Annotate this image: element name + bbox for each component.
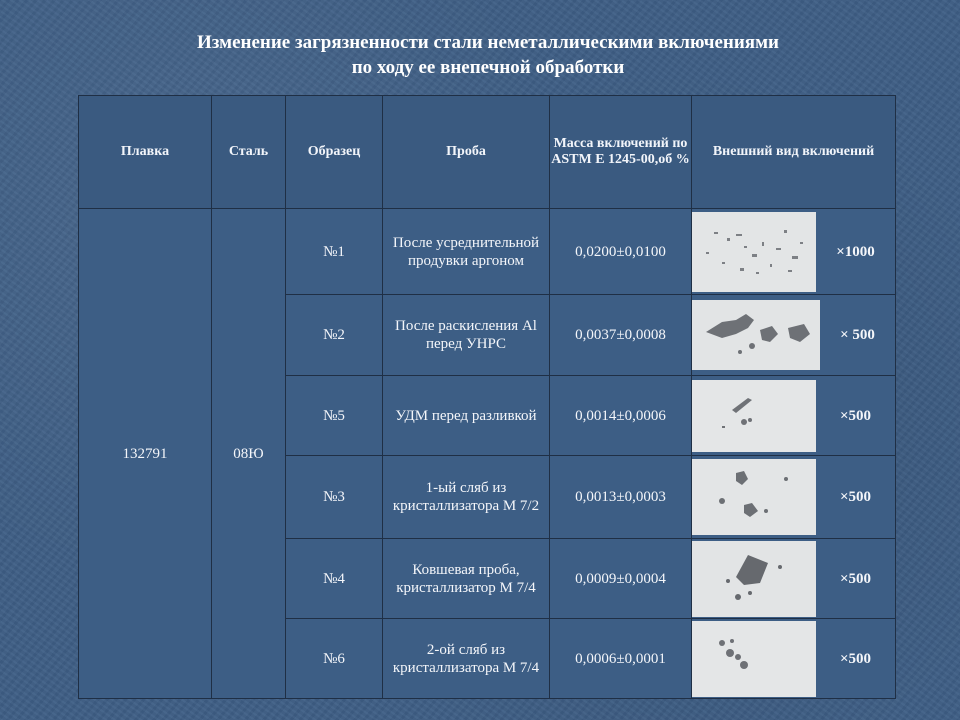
- sample-cell: №6: [286, 619, 383, 699]
- micrograph-small-globules-icon: [692, 621, 816, 697]
- probe-cell: После усреднительной продувки аргоном: [383, 209, 550, 295]
- mass-cell: 0,0009±0,0004: [550, 539, 692, 619]
- mass-cell: 0,0006±0,0001: [550, 619, 692, 699]
- magnification-label: ×500: [839, 407, 872, 424]
- header-view: Внешний вид включений: [692, 96, 896, 209]
- header-row: [79, 96, 896, 209]
- micrograph-angular-icon: [692, 541, 816, 617]
- slide-title-line1: Изменение загрязненности стали неметаллическими включениями: [197, 32, 779, 53]
- mass-cell: 0,0200±0,0100: [550, 209, 692, 295]
- probe-cell: Ковшевая проба, кристаллизатор М 7/4: [383, 539, 550, 619]
- micrograph-elongated-icon: [692, 380, 816, 452]
- view-cell: [692, 539, 896, 619]
- probe-cell: 2-ой сляб из кристаллизатора М 7/4: [383, 619, 550, 699]
- slide-title: [0, 30, 960, 80]
- probe-cell: 1-ый сляб из кристаллизатора М 7/2: [383, 456, 550, 539]
- probe-cell: УДМ перед разливкой: [383, 376, 550, 456]
- sample-cell: №5: [286, 376, 383, 456]
- magnification-label: ×1000: [836, 243, 875, 260]
- view-cell: [692, 295, 896, 376]
- melt-cell: 132791: [79, 209, 212, 699]
- header-sample: Образец: [286, 96, 383, 209]
- sample-cell: №3: [286, 456, 383, 539]
- magnification-label: ×500: [839, 650, 872, 667]
- magnification-label: ×500: [839, 489, 872, 505]
- view-cell: [692, 376, 896, 456]
- view-cell: [692, 456, 896, 539]
- micrograph-scattered-icon: [692, 459, 816, 535]
- magnification-label: ×500: [839, 570, 872, 587]
- magnification-label: × 500: [840, 327, 875, 343]
- micrograph-large-clusters-icon: [692, 300, 820, 370]
- header-melt: Плавка: [79, 96, 212, 209]
- view-cell: [692, 619, 896, 699]
- mass-cell: 0,0014±0,0006: [550, 376, 692, 456]
- probe-cell: После раскисления Al перед УНРС: [383, 295, 550, 376]
- mass-cell: 0,0037±0,0008: [550, 295, 692, 376]
- header-probe: Проба: [383, 96, 550, 209]
- mass-cell: 0,0013±0,0003: [550, 456, 692, 539]
- inclusions-table: [78, 95, 896, 699]
- sample-cell: №1: [286, 209, 383, 295]
- header-steel: Сталь: [212, 96, 286, 209]
- sample-cell: №2: [286, 295, 383, 376]
- table-row: [79, 209, 896, 295]
- header-mass: Масса включений по ASTM Е 1245-00,об %: [550, 96, 692, 209]
- sample-cell: №4: [286, 539, 383, 619]
- steel-cell: 08Ю: [212, 209, 286, 699]
- slide-title-line2: по ходу ее внепечной обработки: [351, 57, 625, 78]
- view-cell: [692, 209, 896, 295]
- micrograph-fine-particles-icon: [692, 212, 816, 292]
